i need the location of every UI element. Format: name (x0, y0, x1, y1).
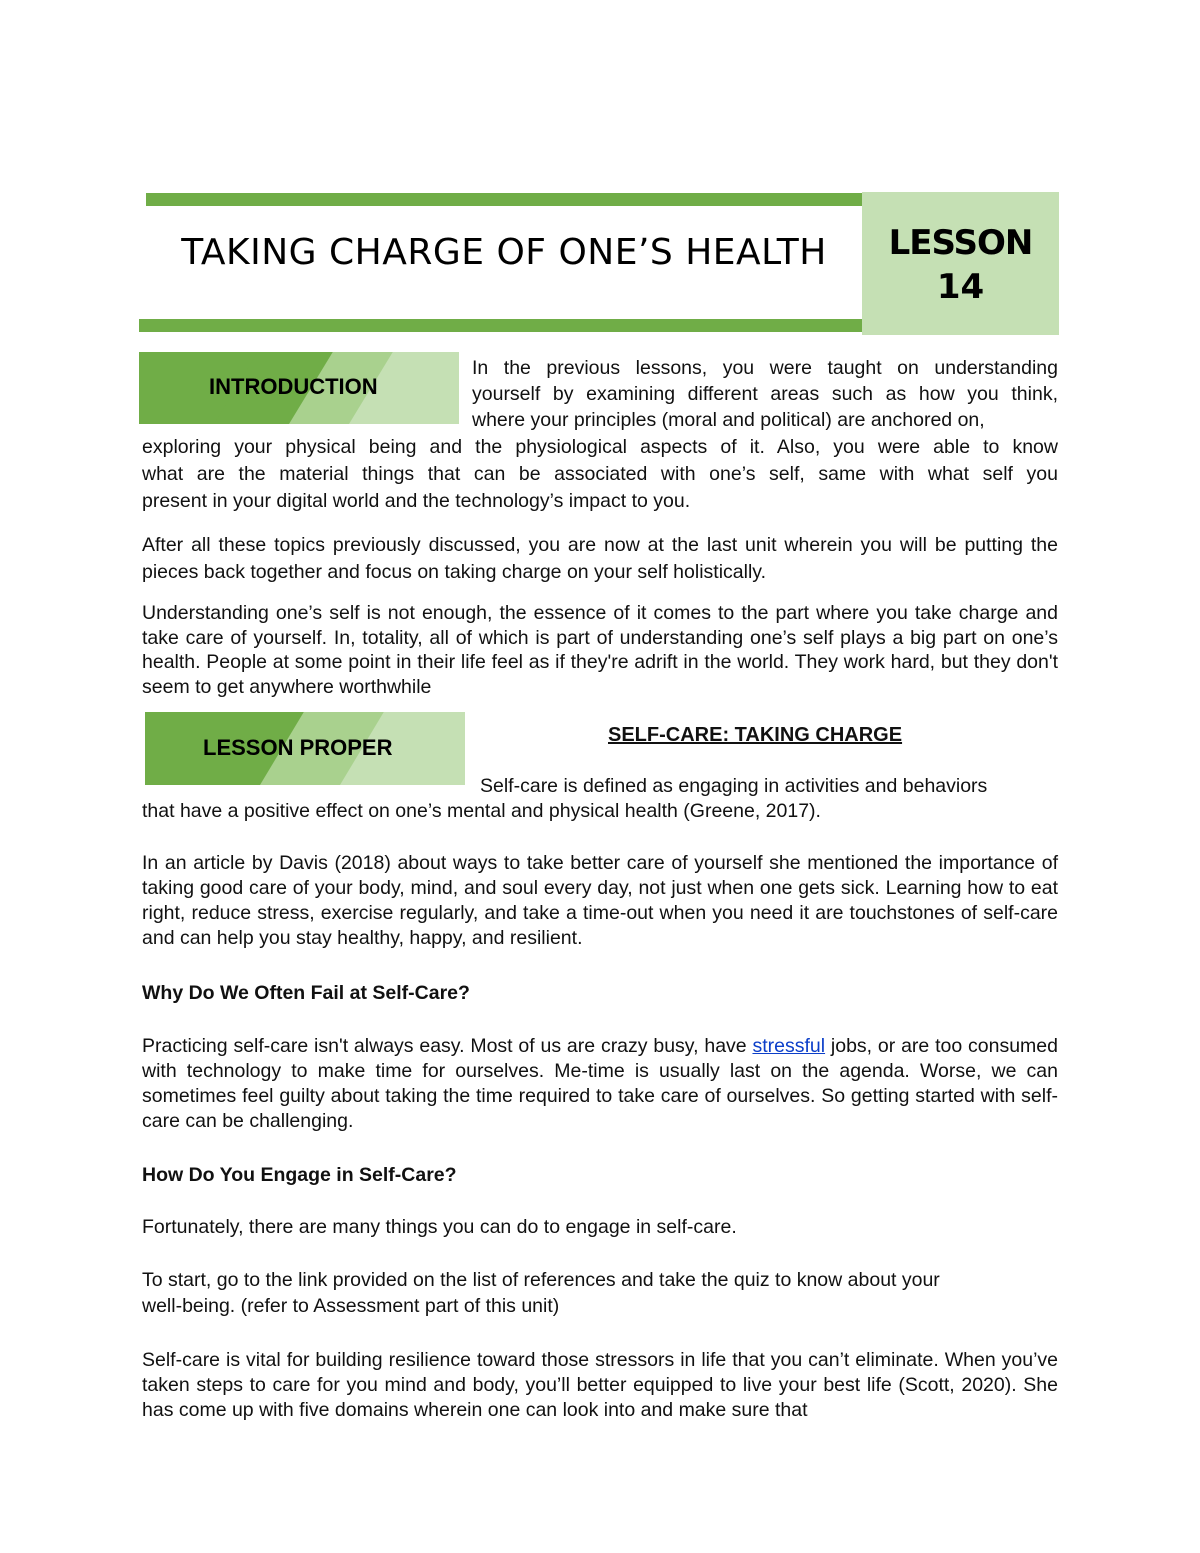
introduction-banner (139, 350, 459, 424)
header-top-rule (146, 193, 862, 206)
lesson-proper-banner (145, 710, 465, 785)
fail-text-start: Practicing self-care isn't always easy. Most of us are crazy busy, have (142, 1035, 753, 1057)
fail-paragraph (142, 1034, 1058, 1134)
lesson-number-box (862, 192, 1059, 335)
intro-line-4: exploring your physical being and the physiological aspects of it. Also, you were able to know (142, 436, 1058, 458)
start-paragraph-line-2: well-being. (refer to Assessment part of this unit) (142, 1295, 560, 1317)
fortunately-paragraph: Fortunately, there are many things you can do to engage in self-care. (142, 1216, 737, 1238)
fail-text-end: jobs, or are too consumed with technology to make time for ourselves. Me-time is usually last on the agenda. Worse, we can sometimes feel guilty about taking the time required to take care of ourselves. So getting started with self-care can be challenging. (142, 1035, 1058, 1132)
vital-paragraph: Self-care is vital for building resilience toward those stressors in life that you can’t eliminate. When you’ve taken steps to care for you mind and body, you’ll better equipped to live your best life (Scott, 2020). She has come up with five domains wherein one can look into and make sure that (142, 1349, 1058, 1421)
selfcare-definition-line-2: that have a positive effect on one’s mental and physical health (Greene, 2017). (142, 800, 821, 822)
page-title: TAKING CHARGE OF ONE’S HEALTH (181, 232, 827, 273)
intro-line-5: what are the material things that can be associated with one’s self, same with what self you (142, 463, 1058, 485)
intro-line-2: yourself by examining different areas such as how you think, (472, 383, 1058, 405)
intro-paragraph-2: After all these topics previously discussed, you are now at the last unit wherein you will be putting the pieces back together and focus on taking charge on your self holistically. (142, 534, 1058, 583)
intro-paragraph-3: Understanding one’s self is not enough, the essence of it comes to the part where you take charge and take care of yourself. In, totality, all of which is part of understanding one’s self plays a big part on one’s health. People at some point in their life feel as if they're adrift in the world. They work hard, but they don't seem to get anywhere worthwhile (142, 602, 1058, 698)
selfcare-definition-line-1: Self-care is defined as engaging in activities and behaviors (480, 775, 988, 797)
lesson-word: LESSON (888, 223, 1033, 263)
davis-paragraph: In an article by Davis (2018) about ways to take better care of yourself she mentioned the importance of taking good care of your body, mind, and soul every day, not just when one gets sick. Learning how to eat right, reduce stress, exercise regularly, and take a time-out when you need it are touchstones of self-care and can help you stay healthy, happy, and resilient. (142, 852, 1058, 949)
heading-how-engage: How Do You Engage in Self-Care? (142, 1164, 457, 1186)
intro-line-3: where your principles (moral and political) are anchored on, (472, 409, 985, 431)
introduction-label: INTRODUCTION (209, 374, 378, 399)
lesson-proper-label: LESSON PROPER (203, 734, 393, 760)
header-bottom-rule (139, 319, 862, 332)
intro-line-1: In the previous lessons, you were taught on understanding (472, 357, 1058, 379)
lesson-number: 14 (936, 267, 985, 307)
stressful-link[interactable]: stressful (752, 1035, 826, 1057)
intro-line-6: present in your digital world and the technology’s impact to you. (142, 490, 691, 512)
start-paragraph-line-1: To start, go to the link provided on the list of references and take the quiz to know about your (142, 1269, 940, 1291)
section-subtitle: SELF-CARE: TAKING CHARGE (608, 724, 903, 746)
heading-why-fail: Why Do We Often Fail at Self-Care? (142, 982, 470, 1004)
